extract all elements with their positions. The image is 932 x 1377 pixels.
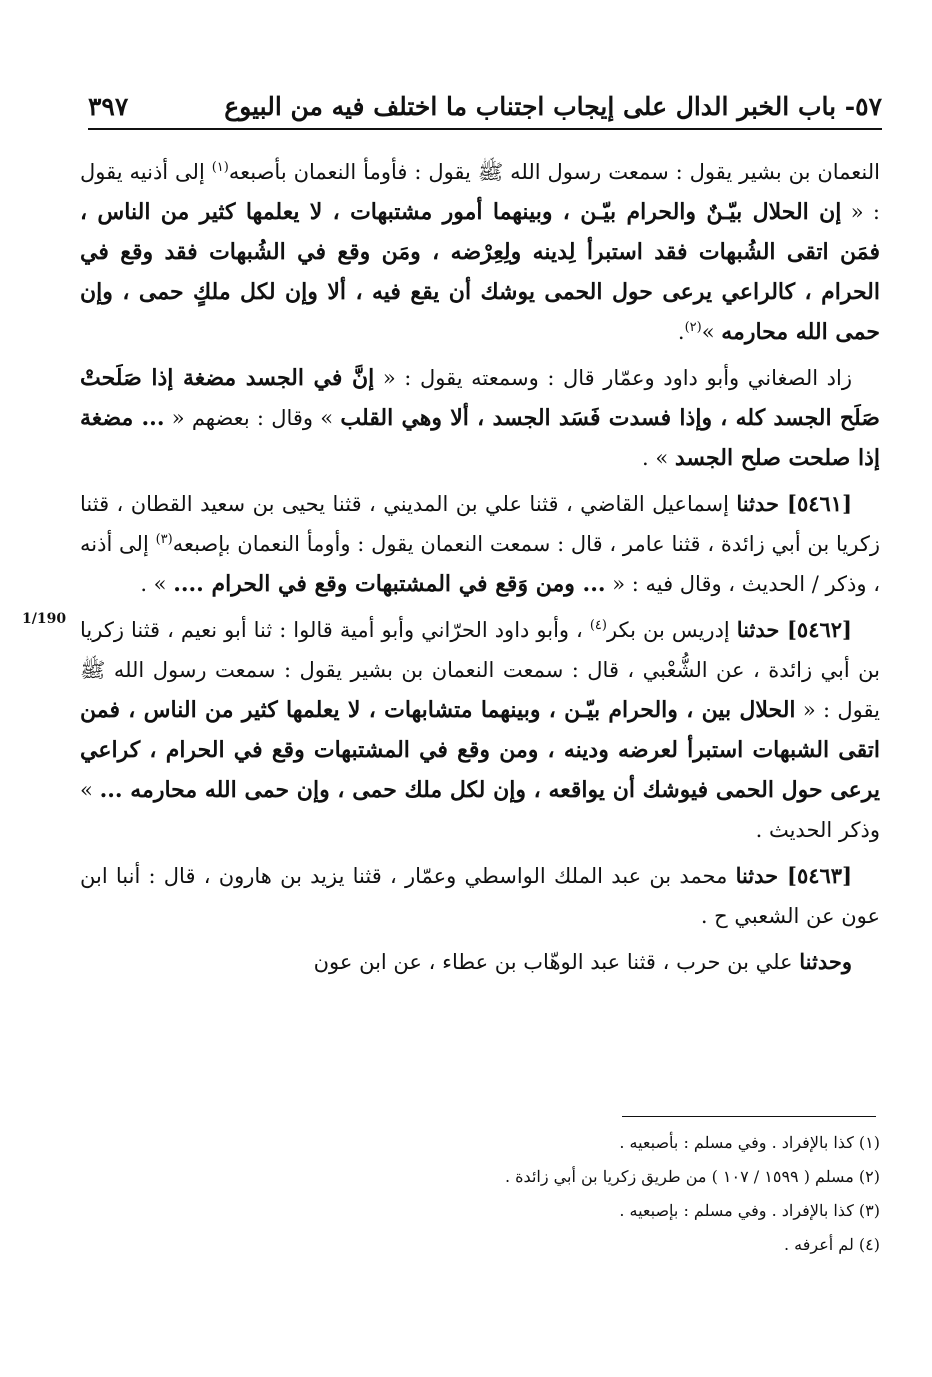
narration-text: زاد الصغاني وأبو داود وعمّار قال : وسمعته يقول : « [374, 366, 852, 390]
paragraph [80, 610, 880, 850]
footnote-ref: (٤) [589, 618, 607, 633]
header-rule [88, 128, 882, 130]
narration-text: » . [642, 446, 675, 470]
main-text [80, 152, 880, 988]
narration-text: » وقال : بعضهم « [164, 406, 341, 430]
hadith-number: وحدثنا [799, 949, 852, 974]
narration-text: إدريس بن بكر [606, 618, 737, 642]
paragraph [80, 856, 880, 936]
footnote-rule [622, 1116, 876, 1117]
hadith-text: إنَّ في الجسد مضغة إذا صَلَحتْ صَلَح الجسد كله ، وإذا فسدت فَسَد الجسد ، ألا وهي القلب [80, 365, 880, 431]
narration-text: » . [140, 572, 174, 596]
hadith-number: [٥٤٦٢] حدثنا [736, 617, 852, 642]
narration-text: النعمان بن بشير يقول : سمعت رسول الله ﷺ يقول : فأومأ النعمان بأصبعه [228, 160, 880, 184]
footnote-ref: (٢) [684, 320, 702, 335]
paragraph [80, 942, 880, 982]
hadith-text: إن الحلال بيّـنٌ والحرام بيّـن ، وبينهما أمور مشتبهات ، لا يعلمها كثير من الناس ، فمَن اتقى الشُبهات فقد استبرأ لِدينه ولِعِرْضه ، ومَن وقع في الشُبهات فقد وقع في الحرام ، كالراعي يرعى حول الحمى يوشك أن يقع فيه ، ألا وإن لكل ملكٍ حمى ، وإن حمى الله محارمه [80, 199, 880, 345]
narration-text: » [701, 320, 722, 344]
hadith-number: [٥٤٦٣] حدثنا [735, 863, 852, 888]
hadith-number: [٥٤٦١] حدثنا [736, 491, 852, 516]
footnote-1: (١) كذا بالإفراد . وفي مسلم : بأصبعيه . [619, 1133, 880, 1152]
narration-text: محمد بن عبد الملك الواسطي وعمّار ، قثنا يزيد بن هارون ، قال : أنبا ابن عون عن الشعبي ح . [80, 864, 880, 928]
manuscript-folio-note: 1/190 [22, 611, 67, 627]
paragraph [80, 152, 880, 352]
narration-text: علي بن حرب ، قثنا عبد الوهّاب بن عطاء ، عن ابن عون [313, 950, 800, 974]
footnote-3: (٣) كذا بالإفراد . وفي مسلم : بإصبعيه . [619, 1201, 880, 1220]
narration-text: إلى أذنه ، وذكر / الحديث ، وقال فيه : « [80, 532, 880, 596]
paragraph [80, 484, 880, 604]
hadith-text: الحلال بين ، والحرام بيّـن ، وبينهما متشابهات ، لا يعلمها كثير من الناس ، فمن اتقى الشبهات استبرأ لعرضه ودينه ، ومن وقع في المشتبهات وقع في الحرام ، كراعي يرعى حول الحمى فيوشك أن يواقعه ، وإن لكل ملك حمى ، وإن حمى الله محارمه ... [80, 697, 881, 803]
page-number: ٣٩٧ [88, 91, 129, 121]
narration-text: ، وأبو داود الحرّاني وأبو أمية قالوا : ثنا أبو نعيم ، قثنا زكريا بن أبي زائدة ، عن الشُّعْبي ، قال : سمعت النعمان بن بشير يقول : سمعت رسول الله ﷺ يقول : « [80, 618, 880, 722]
footnotes [300, 1126, 880, 1262]
footnote-ref: (٣) [155, 532, 173, 547]
hadith-text: ... ومن وَقع في المشتبهات وقع في الحرام .... [173, 571, 606, 597]
narration-text: . [677, 320, 685, 344]
hadith-text: ... مضغة إذا صلحت صلح الجسد [80, 405, 880, 471]
paragraph [80, 358, 880, 478]
footnote-2: (٢) مسلم ( ١٥٩٩ / ١٠٧ ) من طريق زكريا بن أبي زائدة . [505, 1167, 880, 1186]
narration-text: إلى أذنيه يقول : « [80, 160, 880, 224]
running-header [88, 86, 882, 126]
footnote-4: (٤) لم أعرفه . [784, 1235, 880, 1254]
footnote-ref: (١) [211, 160, 229, 175]
narration-text: إسماعيل القاضي ، قثنا علي بن المديني ، قثنا يحيى بن سعيد القطان ، قثنا زكريا بن أبي زائدة ، قثنا عامر ، قال : سمعت النعمان يقول : وأومأ النعمان بإصبعه [80, 492, 880, 556]
chapter-title: ٥٧- باب الخبر الدال على إيجاب اجتناب ما اختلف فيه من البيوع [224, 91, 882, 121]
narration-text: » وذكر الحديث . [80, 778, 880, 842]
